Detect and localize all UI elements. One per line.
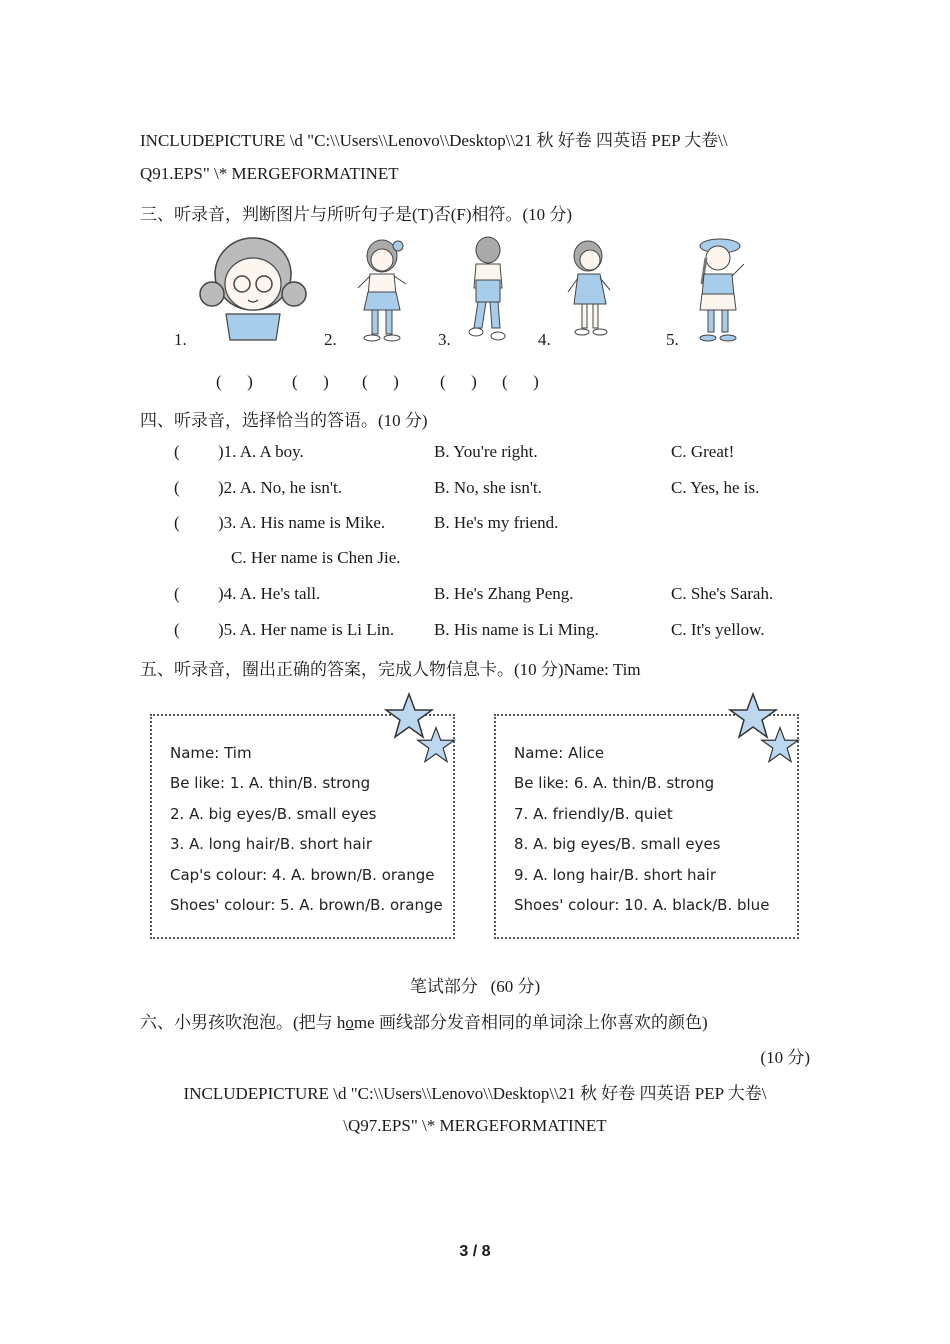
card-tim-row-4[interactable]: 3. A. long hair/B. short hair bbox=[170, 835, 373, 853]
q4-option-a: )4. A. He's tall. bbox=[218, 584, 321, 603]
q4-option-c: C. She's Sarah. bbox=[671, 584, 774, 603]
card-tim-row-5[interactable]: Cap's colour: 4. A. brown/B. orange bbox=[170, 866, 435, 884]
written-part-title: 笔试部分 (60 分) bbox=[409, 977, 541, 996]
q4-option-b: B. He's Zhang Peng. bbox=[434, 584, 574, 603]
section5-heading: 五、听录音，圈出正确的答案，完成人物信息卡。(10 分)Name: Tim bbox=[140, 660, 641, 679]
figure-number-3: 3. bbox=[438, 330, 451, 349]
section3-heading: 三、听录音，判断图片与所听句子是(T)否(F)相符。(10 分) bbox=[140, 205, 573, 224]
q5-option-b: B. His name is Li Ming. bbox=[434, 620, 599, 639]
q3-option-b: B. He's my friend. bbox=[434, 513, 559, 532]
q3-blank[interactable]: ( bbox=[174, 513, 180, 532]
answer-blank-4[interactable]: ( ) bbox=[440, 372, 477, 391]
q4-blank[interactable]: ( bbox=[174, 584, 180, 603]
card-alice-row-6[interactable]: Shoes' colour: 10. A. black/B. blue bbox=[514, 896, 770, 914]
q3-option-c: C. Her name is Chen Jie. bbox=[231, 548, 401, 567]
star-icon bbox=[416, 726, 456, 764]
answer-blank-2[interactable]: ( ) bbox=[292, 372, 329, 391]
card-alice-row-3[interactable]: 7. A. friendly/B. quiet bbox=[514, 805, 673, 823]
q2-option-a: )2. A. No, he isn't. bbox=[218, 478, 342, 497]
figure-number-2: 2. bbox=[324, 330, 337, 349]
section6-heading bbox=[140, 1008, 708, 1033]
q2-option-c: C. Yes, he is. bbox=[671, 478, 760, 497]
q1-option-c: C. Great! bbox=[671, 442, 735, 461]
card-tim-row-6[interactable]: Shoes' colour: 5. A. brown/B. orange bbox=[170, 896, 443, 914]
info-card-tim bbox=[150, 714, 455, 939]
q1-option-b: B. You're right. bbox=[434, 442, 538, 461]
figure-number-5: 5. bbox=[666, 330, 679, 349]
q5-option-a: )5. A. Her name is Li Lin. bbox=[218, 620, 395, 639]
section6-score: (10 分) bbox=[760, 1048, 810, 1067]
boy-walking-figure bbox=[466, 236, 512, 344]
field-code-2-line-1: INCLUDEPICTURE \d "C:\\Users\\Lenovo\\Desktop\\21 秋 好卷 四英语 PEP 大卷\ bbox=[183, 1084, 767, 1103]
girl-with-hat-figure bbox=[688, 234, 752, 346]
answer-blank-3[interactable]: ( ) bbox=[362, 372, 399, 391]
card-alice-row-5[interactable]: 9. A. long hair/B. short hair bbox=[514, 866, 717, 884]
girl-in-dress-figure bbox=[560, 238, 620, 342]
section6-heading-after: me 画线部分发音相同的单词涂上你喜欢的颜色) bbox=[353, 1013, 708, 1032]
section6-heading-before: 六、小男孩吹泡泡。(把与 h bbox=[140, 1013, 346, 1032]
page-number: 3 / 8 bbox=[459, 1243, 491, 1260]
q5-option-c: C. It's yellow. bbox=[671, 620, 765, 639]
field-code-line-1: INCLUDEPICTURE \d "C:\\Users\\Lenovo\\Desktop\\21 秋 好卷 四英语 PEP 大卷\\ bbox=[140, 131, 728, 150]
star-icon bbox=[760, 726, 800, 764]
info-card-alice bbox=[494, 714, 799, 939]
q3-option-a: )3. A. His name is Mike. bbox=[218, 513, 386, 532]
section6-underlined-letter: o bbox=[345, 1013, 354, 1032]
figure-number-4: 4. bbox=[538, 330, 551, 349]
answer-blank-5[interactable]: ( ) bbox=[502, 372, 539, 391]
card-alice-row-4[interactable]: 8. A. big eyes/B. small eyes bbox=[514, 835, 721, 853]
q2-blank[interactable]: ( bbox=[174, 478, 180, 497]
answer-blank-1[interactable]: ( ) bbox=[216, 372, 253, 391]
field-code-2-line-2: \Q97.EPS" \* MERGEFORMATINET bbox=[343, 1116, 607, 1135]
card-tim-row-2[interactable]: Be like: 1. A. thin/B. strong bbox=[170, 774, 371, 792]
card-alice-row-2[interactable]: Be like: 6. A. thin/B. strong bbox=[514, 774, 715, 792]
girl-with-ponytail-figure bbox=[352, 236, 414, 344]
figure-number-1: 1. bbox=[174, 330, 187, 349]
section4-heading: 四、听录音，选择恰当的答语。(10 分) bbox=[140, 411, 428, 430]
field-code-line-2: Q91.EPS" \* MERGEFORMATINET bbox=[140, 164, 399, 183]
q2-option-b: B. No, she isn't. bbox=[434, 478, 542, 497]
card-tim-row-1: Name: Tim bbox=[170, 744, 252, 762]
girl-with-glasses-figure bbox=[198, 234, 308, 342]
q5-blank[interactable]: ( bbox=[174, 620, 180, 639]
q1-option-a: )1. A. A boy. bbox=[218, 442, 304, 461]
card-tim-row-3[interactable]: 2. A. big eyes/B. small eyes bbox=[170, 805, 377, 823]
card-alice-row-1: Name: Alice bbox=[514, 744, 605, 762]
q1-blank[interactable]: ( bbox=[174, 442, 180, 461]
